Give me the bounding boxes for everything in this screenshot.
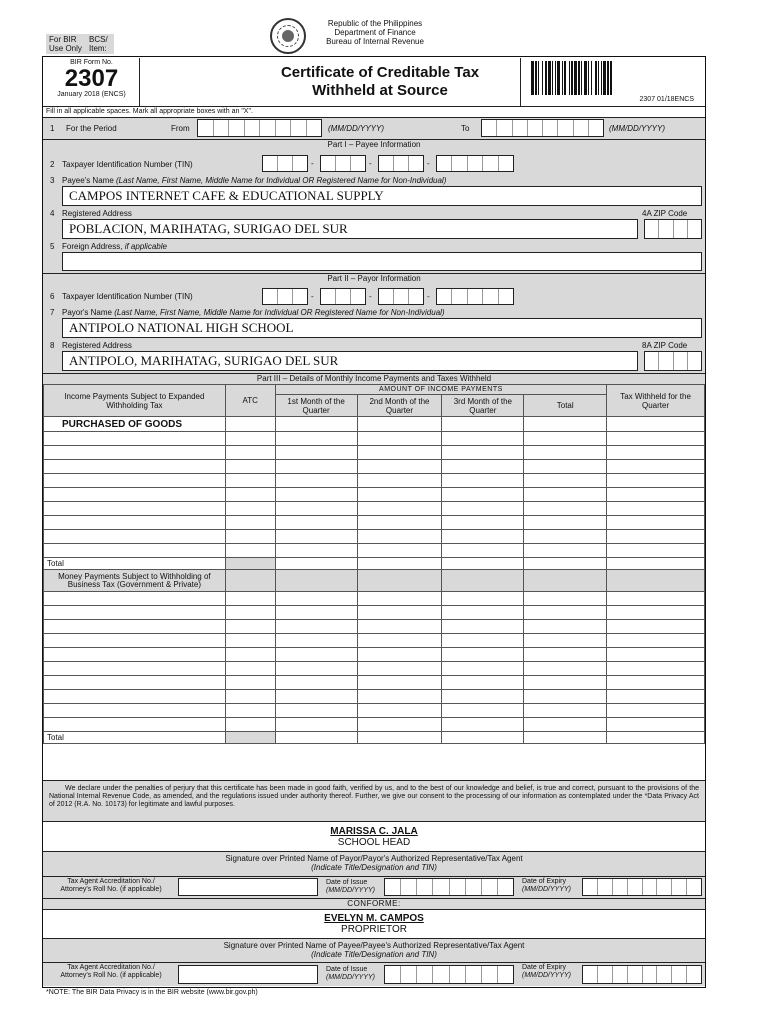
form-number: 2307: [64, 65, 119, 92]
cell[interactable]: [442, 502, 524, 516]
privacy-note: *NOTE: The BIR Data Privacy is in the BIR website (www.bir.gov.ph): [46, 989, 258, 996]
cell[interactable]: [357, 592, 442, 606]
col-income-header: Income Payments Subject to Expanded Withholding Tax: [44, 385, 226, 417]
cell[interactable]: [275, 690, 357, 704]
bcs-label: BCS/: [89, 35, 108, 44]
instructions: Fill in all applicable spaces. Mark all appropriate boxes with an "X".: [46, 108, 253, 115]
cell[interactable]: [44, 516, 226, 530]
accred-label-2: [48, 964, 174, 980]
cell[interactable]: [524, 592, 607, 606]
col-m2-header: 2nd Month of the Quarter: [357, 395, 442, 417]
cell[interactable]: [357, 732, 442, 744]
cell[interactable]: [442, 488, 524, 502]
cell[interactable]: [357, 544, 442, 558]
to-format: (MM/DD/YYYY): [609, 124, 665, 133]
cell[interactable]: [275, 446, 357, 460]
title-line-2: Withheld at Source: [312, 82, 448, 99]
cell[interactable]: [225, 662, 275, 676]
cell[interactable]: [44, 704, 226, 718]
part2-title: Part II – Payor Information: [43, 273, 705, 285]
cell[interactable]: [442, 704, 524, 718]
bir-seal-icon: [270, 18, 306, 54]
table-row: [44, 544, 705, 558]
accred-label-line-2: Attorney's Roll No. (if applicable): [60, 886, 162, 893]
expiry-label: Date of Expiry: [522, 964, 566, 971]
cell[interactable]: [442, 732, 524, 744]
payee-signature-block: [43, 913, 705, 935]
cell[interactable]: [524, 502, 607, 516]
for-bir-label: For BIR: [49, 35, 77, 44]
cell[interactable]: [44, 432, 226, 446]
cell[interactable]: [442, 516, 524, 530]
cell[interactable]: [44, 718, 226, 732]
cell[interactable]: [357, 474, 442, 488]
cell[interactable]: [524, 488, 607, 502]
p1-foreign-hint: if applicable: [124, 242, 167, 251]
cell[interactable]: [442, 718, 524, 732]
payor-expiry-date-input[interactable]: [582, 878, 702, 896]
cell[interactable]: [607, 417, 705, 432]
cell[interactable]: [357, 502, 442, 516]
p1-foreign-label: Foreign Address,: [62, 242, 125, 251]
cell[interactable]: [524, 530, 607, 544]
cell[interactable]: [607, 732, 705, 744]
conforme-label: CONFORME:: [43, 898, 705, 910]
dash: -: [311, 292, 314, 301]
payee-zip-field[interactable]: [644, 219, 702, 239]
cell[interactable]: [44, 606, 226, 620]
cell[interactable]: [442, 432, 524, 446]
cell[interactable]: [44, 530, 226, 544]
accred-label-line-1: Tax Agent Accreditation No./: [67, 964, 155, 971]
cell[interactable]: [225, 488, 275, 502]
cell[interactable]: [225, 502, 275, 516]
from-format: (MM/DD/YYYY): [328, 124, 384, 133]
p1-addr-label: Registered Address: [62, 209, 132, 218]
cell[interactable]: [357, 718, 442, 732]
cell[interactable]: [524, 558, 607, 570]
cell[interactable]: [357, 690, 442, 704]
payor-signatory-title: SCHOOL HEAD: [337, 837, 411, 848]
cell[interactable]: [607, 432, 705, 446]
total-label-2: Total: [44, 732, 226, 744]
payor-address-value: ANTIPOLO, MARIHATAG, SURIGAO DEL SUR: [69, 353, 339, 368]
cell[interactable]: [275, 732, 357, 744]
cell[interactable]: [225, 592, 275, 606]
cell[interactable]: [607, 606, 705, 620]
declaration-box: [43, 780, 705, 822]
agency-line-2: Department of Finance: [334, 28, 416, 37]
p2-tin-box-2[interactable]: [320, 288, 366, 305]
accred-label-line-1: Tax Agent Accreditation No./: [67, 878, 155, 885]
payee-caption-box: [43, 938, 705, 962]
cell[interactable]: [357, 676, 442, 690]
cell[interactable]: [225, 446, 275, 460]
cell[interactable]: [524, 474, 607, 488]
payor-caption: Signature over Printed Name of Payor/Payor's Authorized Representative/Tax Agent: [225, 854, 523, 863]
cell[interactable]: [44, 488, 226, 502]
issue-label: Date of Issue: [326, 966, 368, 973]
cell[interactable]: [607, 662, 705, 676]
period-label: For the Period: [66, 124, 117, 133]
period-to-input[interactable]: [481, 119, 604, 137]
cell[interactable]: [524, 620, 607, 634]
title-line-1: Certificate of Creditable Tax: [280, 64, 480, 81]
payor-signature-block: [43, 826, 705, 848]
col-atc-header: ATC: [225, 385, 275, 417]
table-row: [44, 606, 705, 620]
cell[interactable]: [607, 516, 705, 530]
form-no-label: BIR Form No.: [70, 59, 113, 66]
table-row: [44, 530, 705, 544]
cell[interactable]: [607, 488, 705, 502]
payee-accred-input[interactable]: [178, 965, 318, 984]
p2-tin-box-1[interactable]: [262, 288, 308, 305]
cell[interactable]: [275, 676, 357, 690]
cell[interactable]: [442, 634, 524, 648]
cell[interactable]: [275, 544, 357, 558]
cell[interactable]: [225, 634, 275, 648]
payee-signatory-name: EVELYN M. CAMPOS: [324, 913, 424, 924]
p1-name-label: Payee's Name: [62, 176, 114, 185]
period-from-input[interactable]: [197, 119, 322, 137]
p1-zip-label: 4A ZIP Code: [642, 209, 688, 218]
cell[interactable]: [442, 606, 524, 620]
table-row: [44, 648, 705, 662]
cell[interactable]: [275, 634, 357, 648]
from-label: From: [171, 124, 190, 133]
cell[interactable]: [607, 704, 705, 718]
income-payments-table: [43, 384, 705, 744]
expiry-format: (MM/DD/YYYY): [522, 972, 571, 979]
cell[interactable]: [44, 690, 226, 704]
table-row: [44, 516, 705, 530]
p2-tin-box-4[interactable]: [436, 288, 514, 305]
payor-address-field[interactable]: [62, 351, 638, 371]
to-label: To: [461, 124, 470, 133]
cell[interactable]: [357, 530, 442, 544]
cell[interactable]: [357, 488, 442, 502]
cell[interactable]: [607, 530, 705, 544]
cell[interactable]: [275, 516, 357, 530]
p2-tin-box-3[interactable]: [378, 288, 424, 305]
total-label: Total: [44, 558, 226, 570]
p2-name-hint: (Last Name, First Name, Middle Name for Individual OR Registered Name for Non-Individual): [114, 308, 445, 317]
table-row: [44, 704, 705, 718]
cell[interactable]: [442, 620, 524, 634]
cell[interactable]: [357, 634, 442, 648]
p1-tin-box-3[interactable]: [378, 155, 424, 172]
cell[interactable]: [607, 690, 705, 704]
p2-name-label-wrap: [62, 308, 445, 317]
cell[interactable]: [275, 417, 357, 432]
payee-foreign-address-field[interactable]: [62, 252, 702, 271]
cell[interactable]: [357, 460, 442, 474]
table-row: [44, 690, 705, 704]
payor-issue-date-input[interactable]: [384, 878, 514, 896]
issue-format: (MM/DD/YYYY): [326, 887, 375, 894]
cell[interactable]: [225, 460, 275, 474]
cell[interactable]: [225, 648, 275, 662]
col-tax-header: Tax Withheld for the Quarter: [607, 385, 705, 417]
p1-name-num: 3: [50, 176, 55, 185]
payee-expiry-label: [522, 964, 571, 980]
cell[interactable]: [607, 460, 705, 474]
money-payments-label: Money Payments Subject to Withholding of Business Tax (Government & Private): [44, 570, 226, 592]
cell[interactable]: [275, 592, 357, 606]
cell[interactable]: [44, 502, 226, 516]
cell[interactable]: [275, 488, 357, 502]
income-item-1[interactable]: PURCHASED OF GOODS: [44, 417, 226, 432]
cell[interactable]: [225, 544, 275, 558]
payee-caption-2: (Indicate Title/Designation and TIN): [311, 950, 437, 959]
amount-header: AMOUNT OF INCOME PAYMENTS: [275, 385, 606, 395]
p1-foreign-wrap: [62, 242, 167, 251]
cell[interactable]: [524, 606, 607, 620]
cell[interactable]: [225, 530, 275, 544]
table-row: [44, 446, 705, 460]
cell[interactable]: [607, 634, 705, 648]
payee-issue-date-input[interactable]: [384, 965, 514, 984]
table-row: [44, 662, 705, 676]
cell[interactable]: [524, 544, 607, 558]
cell[interactable]: [225, 718, 275, 732]
form-title: [200, 64, 560, 100]
period-num: 1: [50, 124, 55, 133]
cell[interactable]: [225, 620, 275, 634]
cell[interactable]: [275, 718, 357, 732]
table-row: [44, 592, 705, 606]
payor-issue-label: [326, 879, 375, 895]
cell[interactable]: [44, 634, 226, 648]
expiry-format: (MM/DD/YYYY): [522, 886, 571, 893]
table-row: [44, 676, 705, 690]
p2-addr-num: 8: [50, 341, 55, 350]
cell[interactable]: [44, 446, 226, 460]
cell[interactable]: [44, 648, 226, 662]
cell[interactable]: [524, 718, 607, 732]
col-m3-header: 3rd Month of the Quarter: [442, 395, 524, 417]
table-row: [44, 432, 705, 446]
cell[interactable]: [44, 544, 226, 558]
cell[interactable]: [225, 690, 275, 704]
p2-tin-label: Taxpayer Identification Number (TIN): [62, 292, 193, 301]
cell[interactable]: [44, 460, 226, 474]
dash: -: [369, 159, 372, 168]
payor-signatory-name: MARISSA C. JALA: [330, 826, 418, 837]
cell[interactable]: [275, 460, 357, 474]
payor-zip-field[interactable]: [644, 351, 702, 371]
barcode-icon: [531, 61, 679, 95]
use-only-label: Use Only: [49, 44, 82, 53]
dash: -: [369, 292, 372, 301]
table-row: [44, 634, 705, 648]
cell[interactable]: [357, 558, 442, 570]
cell[interactable]: [225, 474, 275, 488]
cell[interactable]: [275, 648, 357, 662]
p2-name-label: Payor's Name: [62, 308, 112, 317]
table-row: [44, 488, 705, 502]
cell[interactable]: [524, 704, 607, 718]
payee-expiry-date-input[interactable]: [582, 965, 702, 984]
cell[interactable]: [442, 676, 524, 690]
dash: -: [427, 292, 430, 301]
cell[interactable]: [357, 704, 442, 718]
issue-label: Date of Issue: [326, 879, 368, 886]
payor-caption-2: (Indicate Title/Designation and TIN): [311, 863, 437, 872]
cell[interactable]: [524, 676, 607, 690]
payor-expiry-label: [522, 878, 571, 894]
dash: -: [311, 159, 314, 168]
form-number-block: [44, 58, 140, 106]
agency-line-1: Republic of the Philippines: [327, 19, 423, 28]
part3-title: Part III – Details of Monthly Income Payments and Taxes Withheld: [43, 373, 705, 385]
cell[interactable]: [607, 592, 705, 606]
accred-label-line-2: Attorney's Roll No. (if applicable): [60, 972, 162, 979]
cell[interactable]: [442, 530, 524, 544]
cell[interactable]: [225, 516, 275, 530]
cell[interactable]: [442, 544, 524, 558]
payee-name-field[interactable]: [62, 186, 702, 206]
issue-format: (MM/DD/YYYY): [326, 974, 375, 981]
cell[interactable]: [524, 460, 607, 474]
part1-title: Part I – Payee Information: [43, 139, 705, 151]
cell[interactable]: [607, 620, 705, 634]
p1-tin-box-1[interactable]: [262, 155, 308, 172]
cell[interactable]: [357, 417, 442, 432]
agency-block: [310, 19, 440, 46]
cell[interactable]: [357, 606, 442, 620]
declaration-text: We declare under the penalties of perjury that this certificate has been made in good faith, verified by us, and to the best of our knowledge and belief, is true and correct, pursuant to the provisions of the National Internal Revenue Code, as amended, and the regulations issued under authority thereof. Further, we give our consent to the processing of our information as contemplated under the *Data Privacy Act of 2012 (R.A. No. 10173) for legitimate and lawful purposes.: [49, 785, 699, 808]
payee-address-value: POBLACION, MARIHATAG, SURIGAO DEL SUR: [69, 221, 348, 236]
payee-address-field[interactable]: [62, 219, 638, 239]
cell[interactable]: [357, 620, 442, 634]
item-label: Item:: [89, 44, 107, 53]
cell[interactable]: [44, 662, 226, 676]
cell[interactable]: [442, 558, 524, 570]
cell[interactable]: [442, 592, 524, 606]
cell[interactable]: [524, 732, 607, 744]
p1-tin-label: Taxpayer Identification Number (TIN): [62, 160, 193, 169]
cell[interactable]: [44, 620, 226, 634]
cell[interactable]: [225, 417, 275, 432]
cell[interactable]: [524, 634, 607, 648]
agency-line-3: Bureau of Internal Revenue: [326, 37, 424, 46]
table-row: [44, 718, 705, 732]
p2-tin-num: 6: [50, 292, 55, 301]
cell[interactable]: [275, 432, 357, 446]
p1-name-hint: (Last Name, First Name, Middle Name for Individual OR Registered Name for Non-Individual): [116, 176, 447, 185]
cell[interactable]: [275, 606, 357, 620]
p1-name-label-wrap: [62, 176, 446, 185]
payor-accred-input[interactable]: [178, 878, 318, 896]
cell[interactable]: [225, 432, 275, 446]
accred-label-1: [48, 878, 174, 894]
payor-caption-box: [43, 851, 705, 876]
cell[interactable]: [442, 446, 524, 460]
cell[interactable]: [225, 606, 275, 620]
p2-zip-label: 8A ZIP Code: [642, 341, 688, 350]
payor-name-value: ANTIPOLO NATIONAL HIGH SCHOOL: [69, 320, 294, 335]
cell[interactable]: [607, 718, 705, 732]
cell[interactable]: [357, 662, 442, 676]
p1-tin-box-4[interactable]: [436, 155, 514, 172]
cell[interactable]: [275, 530, 357, 544]
cell[interactable]: [275, 704, 357, 718]
cell[interactable]: [607, 648, 705, 662]
p1-tin-box-2[interactable]: [320, 155, 366, 172]
cell[interactable]: [275, 558, 357, 570]
col-total-header: Total: [524, 395, 607, 417]
expiry-label: Date of Expiry: [522, 878, 566, 885]
cell[interactable]: [607, 502, 705, 516]
cell[interactable]: [442, 662, 524, 676]
table-row: [44, 474, 705, 488]
cell[interactable]: [524, 516, 607, 530]
cell[interactable]: [225, 704, 275, 718]
payee-signatory-title: PROPRIETOR: [341, 924, 407, 935]
p1-tin-num: 2: [50, 160, 55, 169]
cell[interactable]: [275, 474, 357, 488]
cell[interactable]: [275, 620, 357, 634]
cell[interactable]: [524, 648, 607, 662]
table-row: [44, 460, 705, 474]
cell[interactable]: [524, 446, 607, 460]
barcode-block: [520, 58, 704, 106]
cell[interactable]: [44, 474, 226, 488]
form-date: January 2018 (ENCS): [57, 91, 126, 98]
cell[interactable]: [357, 432, 442, 446]
cell[interactable]: [442, 648, 524, 662]
cell[interactable]: [442, 474, 524, 488]
p2-addr-label: Registered Address: [62, 341, 132, 350]
cell[interactable]: [275, 502, 357, 516]
cell[interactable]: [607, 474, 705, 488]
cell[interactable]: [357, 648, 442, 662]
cell[interactable]: [225, 676, 275, 690]
payee-name-value: CAMPOS INTERNET CAFE & EDUCATIONAL SUPPLY: [69, 188, 384, 203]
cell[interactable]: [44, 676, 226, 690]
cell[interactable]: [524, 417, 607, 432]
col-m1-header: 1st Month of the Quarter: [275, 395, 357, 417]
cell[interactable]: [524, 690, 607, 704]
cell[interactable]: [442, 690, 524, 704]
p1-foreign-num: 5: [50, 242, 55, 251]
table-row: [44, 502, 705, 516]
cell[interactable]: [524, 662, 607, 676]
payor-name-field[interactable]: [62, 318, 702, 338]
cell[interactable]: [442, 417, 524, 432]
cell[interactable]: [524, 432, 607, 446]
dash: -: [427, 159, 430, 168]
cell[interactable]: [44, 592, 226, 606]
cell[interactable]: [357, 446, 442, 460]
payee-issue-label: [326, 966, 375, 982]
p2-name-num: 7: [50, 308, 55, 317]
cell[interactable]: [607, 544, 705, 558]
cell[interactable]: [275, 662, 357, 676]
p1-addr-num: 4: [50, 209, 55, 218]
table-row: [44, 620, 705, 634]
cell[interactable]: [442, 460, 524, 474]
cell[interactable]: [357, 516, 442, 530]
cell[interactable]: [607, 558, 705, 570]
cell[interactable]: [607, 676, 705, 690]
cell[interactable]: [607, 446, 705, 460]
barcode-caption: 2307 01/18ENCS: [639, 96, 694, 103]
payee-caption: Signature over Printed Name of Payee/Payee's Authorized Representative/Tax Agent: [223, 941, 525, 950]
